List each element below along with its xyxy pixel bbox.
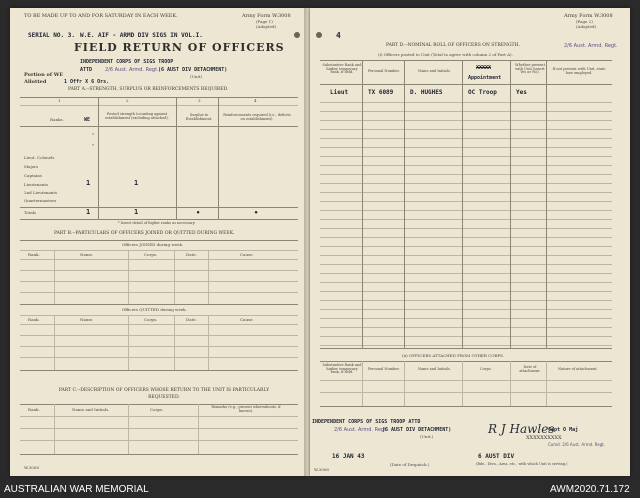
allotted-value: 1 Offr X 6 Ors. — [64, 79, 110, 85]
appointment-label: Appointment — [468, 75, 502, 81]
row-rule — [320, 318, 612, 319]
serial-number: SERIAL NO. 3. — [28, 32, 75, 39]
row-rule — [320, 183, 612, 184]
quitted-col-cause: Cause. — [240, 317, 254, 322]
archive-credit: AUSTRALIAN WAR MEMORIAL — [4, 484, 149, 495]
officer-present: Yes — [516, 89, 527, 96]
allotted-label: Allotted — [24, 79, 47, 85]
totals-col3: • — [196, 209, 201, 217]
part-c-col-corps: Corps. — [150, 407, 164, 412]
col-num-4: 4 — [254, 98, 257, 103]
part-c-col-rank: Rank. — [28, 407, 40, 412]
commander-struck: XXXXXXXXXX — [526, 435, 562, 441]
totals-col4: • — [254, 209, 259, 217]
row-rule — [20, 281, 298, 282]
row-rule — [20, 292, 298, 293]
att-col-rank: Substantive Rank and higher temporary rank, if held. — [322, 363, 362, 374]
rank-label-totals: Totals — [24, 210, 37, 215]
part-a-heading: PART A.--STRENGTH, SURPLUS OR REINFORCEMENTS REQUIRED. — [68, 87, 229, 92]
row-rule — [320, 192, 612, 193]
portion-label: Portion of WE — [24, 72, 64, 78]
col-divider — [54, 404, 55, 454]
row-rule — [320, 174, 612, 175]
row-rule — [320, 380, 612, 381]
rank-dot: * — [92, 143, 94, 148]
col-divider — [128, 315, 129, 370]
col-num-1: 1 — [58, 98, 61, 103]
col-divider — [546, 60, 547, 348]
col-divider — [404, 361, 405, 406]
part-a-bottom-rule — [20, 219, 298, 220]
part-d-top-rule — [320, 60, 612, 61]
bottom-form-code: W.3008 — [24, 465, 39, 470]
col-header-employed: If not present with Unit, state how employed. — [552, 67, 606, 75]
row-rule — [320, 219, 612, 220]
col-divider — [546, 361, 547, 406]
col-header-number: Personal Number. — [368, 69, 400, 73]
totals-rule — [20, 207, 298, 208]
page-label: (Page 2) — [576, 19, 593, 24]
joined-col-cause: Cause. — [240, 252, 254, 257]
division-caption: (Bde., Divn., Area, etc., with which Unit is serving.) — [476, 462, 568, 466]
punch-hole — [316, 32, 322, 38]
regiment-stamp: 2/6 Aust. Armd. Regt. — [564, 43, 618, 49]
signature-unit: INDEPENDENT CORPS OF SIGS TROOP ATTD — [312, 419, 421, 425]
part-c-col-remarks: Remarks (e.g., present whereabouts, if known). — [211, 405, 281, 413]
row-rule — [320, 165, 612, 166]
joined-col-name: Name. — [80, 252, 94, 257]
row-rule — [320, 210, 612, 211]
col-divider — [510, 60, 511, 348]
bottom-form-code: W.3008 — [314, 467, 329, 472]
row-rule — [320, 201, 612, 202]
row-rule — [20, 335, 298, 336]
part-d-heading: PART D.--NOMINAL ROLL OF OFFICERS ON STRENGTH. — [386, 43, 520, 48]
header-bottom-rule — [320, 84, 612, 85]
division: 6 AUST DIV — [478, 453, 515, 460]
totals-col2: 1 — [134, 208, 139, 216]
part-a-footnote: * Insert detail of higher ranks as necessary. — [118, 221, 196, 225]
quitted-col-name: Name. — [80, 317, 94, 322]
quitted-col-rank: Rank. — [28, 317, 40, 322]
joined-subrule — [20, 250, 298, 251]
col-divider — [128, 250, 129, 304]
quitted-subrule — [20, 315, 298, 316]
officer-appointment: OC Troop — [468, 89, 497, 96]
attached-top-rule — [320, 361, 612, 362]
row-rule — [20, 270, 298, 271]
lieut-count-col2: 1 — [134, 179, 139, 187]
rank-label: Lieut. Colonels — [24, 155, 55, 160]
top-note: TO BE MADE UP TO AND FOR SATURDAY IN EACH WEEK. — [24, 13, 178, 19]
quitted-title: Officers QUITTED during week. — [122, 307, 187, 312]
rank-label: 2nd Lieutenants — [24, 190, 58, 195]
row-rule — [20, 259, 298, 260]
left-page — [10, 8, 306, 476]
row-rule — [320, 345, 612, 346]
rank-label: Captains — [24, 173, 42, 178]
row-rule — [320, 255, 612, 256]
officer-name: D. HUGHES — [410, 89, 443, 96]
archive-id: AWM2020.71.172 — [550, 484, 630, 495]
row-rule — [320, 336, 612, 337]
joined-col-rank: Rank. — [28, 252, 40, 257]
col-header-posted: Posted strength (counting against establishment (excluding attached). — [105, 112, 169, 120]
col-divider — [462, 60, 463, 348]
row-rule — [320, 282, 612, 283]
row-rule — [320, 309, 612, 310]
officer-rank: Lieut — [330, 89, 349, 96]
part-c-heading: PART C.--DESCRIPTION OF OFFICERS WHOSE RETURN TO THE UNIT IS PARTICULARLY REQUESTED. — [58, 388, 270, 400]
part-b-top-rule — [20, 240, 298, 241]
row-rule — [320, 102, 612, 103]
despatch-date: 16 JAN 43 — [332, 453, 365, 460]
officer-number: TX 6089 — [368, 89, 394, 96]
col-divider — [362, 361, 363, 406]
col-num-3: 3 — [198, 98, 201, 103]
detachment: (6 AUST DIV DETACHMENT) — [158, 67, 228, 73]
col-divider — [198, 404, 199, 454]
col-header-rank: Substantive Rank and higher temporary rank, if held. — [322, 63, 362, 74]
quitted-bottom-rule — [20, 370, 298, 371]
col-divider — [174, 250, 175, 304]
adopted-label: (Adopted) — [256, 24, 277, 29]
part-c-bottom-rule — [20, 454, 298, 455]
posted-title: (i) Officers posted to Unit (Total to agree with column 2 of Part A). — [378, 52, 513, 57]
regiment-stamp: 2/6 Aust. Armd. Regt. — [105, 67, 159, 73]
attached-title: (ii) OFFICERS ATTACHED FROM OTHER CORPS. — [402, 353, 505, 358]
col-divider — [404, 60, 405, 348]
att-col-corps: Corps. — [480, 367, 492, 371]
col-divider — [462, 361, 463, 406]
attached-bottom-rule — [320, 406, 612, 407]
part-d-bottom-rule — [320, 348, 612, 349]
col-divider — [510, 361, 511, 406]
unit-we: W.E. AIF - ARMD DIV SIGS IN VOL.I. — [80, 32, 203, 39]
signature-detachment: (6 AUST DIV DETACHMENT) — [382, 427, 452, 433]
unit-caption: (Unit.) — [420, 434, 434, 439]
row-rule — [20, 324, 298, 325]
part-c-col-name: Name and Initials. — [72, 407, 110, 412]
signature: R J Hawles — [488, 422, 555, 436]
joined-col-corps: Corps. — [144, 252, 158, 257]
part-b-heading: PART B.--PARTICULARS OF OFFICERS JOINED OR QUITTED DURING WEEK. — [54, 231, 235, 236]
row-rule — [320, 246, 612, 247]
rank-label: Majors — [24, 164, 39, 169]
row-rule — [320, 147, 612, 148]
despatch-date-caption: (Date of Despatch.) — [390, 462, 430, 467]
totals-col1: 1 — [86, 208, 91, 216]
commander-rank: Capt O Maj — [548, 427, 579, 433]
army-form-label: Army Form W.3008 — [242, 13, 291, 19]
row-rule — [320, 273, 612, 274]
corps-struck: XXXXX — [476, 65, 492, 71]
quitted-col-date: Date. — [186, 317, 197, 322]
row-rule — [320, 120, 612, 121]
right-page — [310, 8, 630, 476]
col-divider — [208, 315, 209, 370]
col-header-rule — [20, 105, 298, 106]
commander-stamp: Comd. 2/6 Aust. Armd. Regt. — [548, 442, 606, 447]
we-mark: WE — [84, 117, 91, 123]
row-rule — [320, 156, 612, 157]
rank-dot: * — [92, 132, 94, 137]
att-col-number: Personal Number. — [368, 367, 400, 371]
row-rule — [320, 291, 612, 292]
col-divider — [208, 250, 209, 304]
row-rule — [20, 428, 298, 429]
row-rule — [320, 264, 612, 265]
joined-title: Officers JOINED during week. — [122, 242, 184, 247]
punch-hole — [294, 32, 300, 38]
row-rule — [320, 392, 612, 393]
att-col-nature: Nature of attachment. — [558, 367, 598, 371]
adopted-label: (Adopted) — [576, 24, 597, 29]
joined-col-date: Date. — [186, 252, 197, 257]
army-form-label: Army Form W.3008 — [564, 13, 613, 19]
quitted-col-corps: Corps. — [144, 317, 158, 322]
row-rule — [320, 129, 612, 130]
col-header-surplus: Surplus to Establishment. — [185, 113, 213, 121]
col-header-reinforcements: Reinforcements required (i.e., deficits on establishment). — [223, 113, 291, 121]
row-rule — [320, 111, 612, 112]
signature-regiment-stamp: 2/6 Aust. Armd. Regt. — [334, 427, 388, 433]
col-divider — [174, 315, 175, 370]
form-title: FIELD RETURN OF OFFICERS — [74, 41, 285, 54]
col-divider — [128, 404, 129, 454]
row-rule — [320, 327, 612, 328]
row-rule — [20, 416, 298, 417]
col-header-name: Name and Initials. — [418, 69, 451, 73]
rank-label: Quartermasters — [24, 198, 57, 203]
col-divider — [176, 97, 177, 219]
row-rule — [320, 138, 612, 139]
row-rule — [20, 440, 298, 441]
joined-bottom-rule — [20, 304, 298, 305]
row-rule — [320, 300, 612, 301]
col-header-present: Whether present with Unit (insert Yes or No). — [515, 63, 545, 74]
unit-line: INDEPENDENT CORPS OF SIGS TROOP — [80, 59, 174, 65]
row-rule — [320, 237, 612, 238]
page-label: (Page 1) — [256, 19, 273, 24]
lieut-count-col1: 1 — [86, 179, 91, 187]
row-rule — [20, 346, 298, 347]
col-num-2: 2 — [126, 98, 129, 103]
col-header-ranks: Ranks. — [50, 117, 64, 122]
attd-label: ATTD — [80, 67, 93, 73]
row-rule — [320, 228, 612, 229]
col-divider — [54, 315, 55, 370]
header-bottom-rule — [20, 126, 298, 127]
page-number: 4 — [336, 31, 341, 40]
row-rule — [20, 357, 298, 358]
col-divider — [54, 250, 55, 304]
rank-label: Lieutenants — [24, 182, 49, 187]
att-col-date: Date of attachment. — [519, 365, 541, 373]
att-col-name: Name and Initials. — [418, 367, 451, 371]
col-divider — [362, 60, 363, 348]
col-divider — [98, 97, 99, 219]
col-divider — [218, 97, 219, 219]
unit-caption: (Unit) — [190, 74, 202, 79]
